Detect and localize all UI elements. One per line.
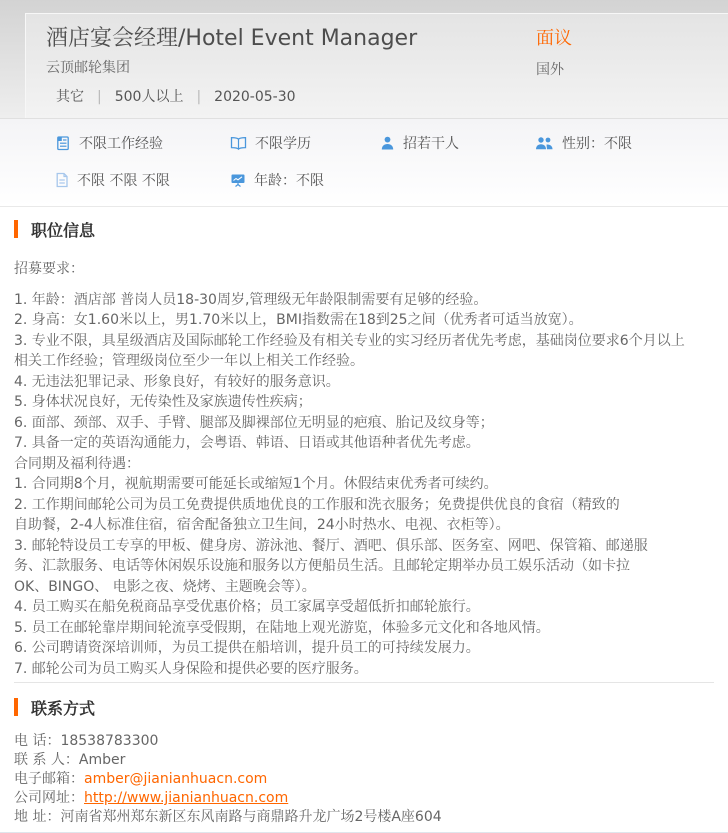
email-label: 电子邮箱：	[14, 771, 84, 787]
tag-separator: |	[196, 89, 202, 105]
text-line: 3. 邮轮特设员工专享的甲板、健身房、游泳池、餐厅、酒吧、俱乐部、医务室、网吧、保管箱、邮递服	[14, 537, 648, 554]
email-value[interactable]: amber@jianianhuacn.com	[84, 771, 268, 787]
contact-row-website	[14, 789, 714, 808]
summary-label-headcount: 招若干人	[403, 136, 459, 152]
accent-bar	[14, 698, 18, 716]
person-icon	[380, 135, 395, 151]
tag-post-date: 2020-05-30	[214, 89, 296, 105]
job-location: 国外	[536, 62, 564, 78]
text-line: 务、汇款服务、电话等休闲娱乐设施和服务以方便船员生活。且邮轮定期举办员工娱乐活动（如卡拉	[14, 558, 630, 574]
summary-label-education: 不限学历	[255, 136, 311, 152]
tag-company-size: 500人以上	[114, 89, 184, 105]
section-heading-contact	[14, 697, 714, 717]
book-icon	[230, 135, 247, 151]
job-description	[14, 290, 714, 680]
summary-label-gender: 性别：不限	[562, 136, 632, 152]
document-icon	[55, 172, 69, 188]
contact-row-person	[14, 751, 714, 770]
job-meta-tags	[56, 86, 296, 106]
contact-heading: 联系方式	[31, 698, 96, 718]
accent-bar	[14, 220, 18, 238]
job-requirements-intro: 招募要求：	[14, 261, 84, 277]
phone-value: 18538783300	[60, 733, 159, 749]
summary-item-education	[230, 133, 311, 153]
text-line: 6. 面部、颈部、双手、手臂、腿部及脚裸部位无明显的疤痕、胎记及纹身等；	[14, 414, 494, 431]
job-info-heading: 职位信息	[31, 220, 96, 240]
clipboard-icon	[55, 135, 71, 151]
text-line: 5. 身体状况良好，无传染性及家族遗传性疾病；	[14, 394, 312, 410]
text-line: 7. 具备一定的英语沟通能力，会粤语、韩语、日语或其他语种者优先考虑。	[14, 435, 480, 451]
text-line: 1. 合同期8个月，视航期需要可能延长或缩短1个月。休假结束优秀者可续约。	[14, 476, 498, 492]
text-line: 相关工作经验；管理级岗位至少一年以上相关工作经验。	[14, 353, 364, 369]
text-line: 7. 邮轮公司为员工购买人身保险和提供必要的医疗服务。	[14, 660, 368, 677]
text-line: 1. 年龄：酒店部 普岗人员18-30周岁,管理级无年龄限制需要有足够的经验。	[14, 291, 488, 308]
contact-person-label: 联 系 人：	[14, 752, 79, 768]
contact-person-value: Amber	[78, 752, 126, 768]
text-line: 6. 公司聘请资深培训师，为员工提供在船培训，提升员工的可持续发展力。	[14, 640, 480, 656]
contact-row-email	[14, 770, 714, 789]
page-title: 酒店宴会经理/Hotel Event Manager	[46, 26, 418, 51]
presentation-icon	[230, 172, 246, 188]
summary-item-headcount	[380, 133, 459, 153]
tag-category: 其它	[56, 89, 84, 105]
text-line: 自助餐，2-4人标准住宿，宿舍配备独立卫生间，24小时热水、电视、衣柜等）。	[14, 517, 510, 533]
summary-item-other-limits	[55, 170, 170, 190]
text-line: 3. 专业不限，具星级酒店及国际邮轮工作经验及有相关专业的实习经历者优先考虑，基础岗位要求6个月以上	[14, 332, 685, 349]
contact-row-address	[14, 808, 714, 827]
tag-separator: |	[97, 89, 102, 105]
text-line: 2. 身高：女1.60米以上，男1.70米以上，BMI指数需在18到25之间（优秀者可适当放宽）。	[14, 312, 583, 328]
company-name[interactable]: 云顶邮轮集团	[46, 60, 130, 76]
text-line: 2. 工作期间邮轮公司为员工免费提供质地优良的工作服和洗衣服务；免费提供优良的食宿（精致的	[14, 496, 620, 513]
people-icon	[535, 135, 554, 151]
address-label: 地 址：	[14, 809, 61, 825]
summary-item-experience	[55, 133, 163, 153]
text-line: 合同期及福利待遇：	[14, 455, 140, 472]
section-heading-job-info	[14, 219, 714, 239]
summary-item-gender	[535, 133, 632, 153]
job-header	[0, 0, 728, 119]
section-divider	[14, 682, 714, 683]
summary-label-age: 年龄：不限	[254, 173, 324, 189]
contact-info	[14, 732, 714, 827]
salary-badge: 面议	[536, 28, 572, 49]
job-summary-bar	[0, 119, 728, 207]
job-header-card	[25, 13, 728, 118]
website-label: 公司网址：	[14, 790, 84, 806]
text-line: 5. 员工在邮轮靠岸期间轮流享受假期，在陆地上观光游览，体验多元文化和各地风情。	[14, 619, 550, 636]
text-line: 4. 无违法犯罪记录、形象良好，有较好的服务意识。	[14, 373, 340, 390]
contact-row-phone	[14, 732, 714, 751]
text-line: OK、BINGO、 电影之夜、烧烤、主题晚会等）。	[14, 578, 316, 595]
text-line: 4. 员工购买在船免税商品享受优惠价格；员工家属享受超低折扣邮轮旅行。	[14, 599, 480, 615]
summary-item-age	[230, 170, 324, 190]
website-link[interactable]: http://www.jianianhuacn.com	[84, 790, 289, 806]
phone-label: 电 话：	[14, 733, 61, 749]
address-value: 河南省郑州郑东新区东风南路与商鼎路升龙广场2号楼A座604	[60, 809, 442, 825]
job-detail-body	[0, 207, 728, 833]
summary-label-other-limits: 不限 不限 不限	[77, 173, 170, 189]
summary-label-experience: 不限工作经验	[79, 136, 163, 152]
